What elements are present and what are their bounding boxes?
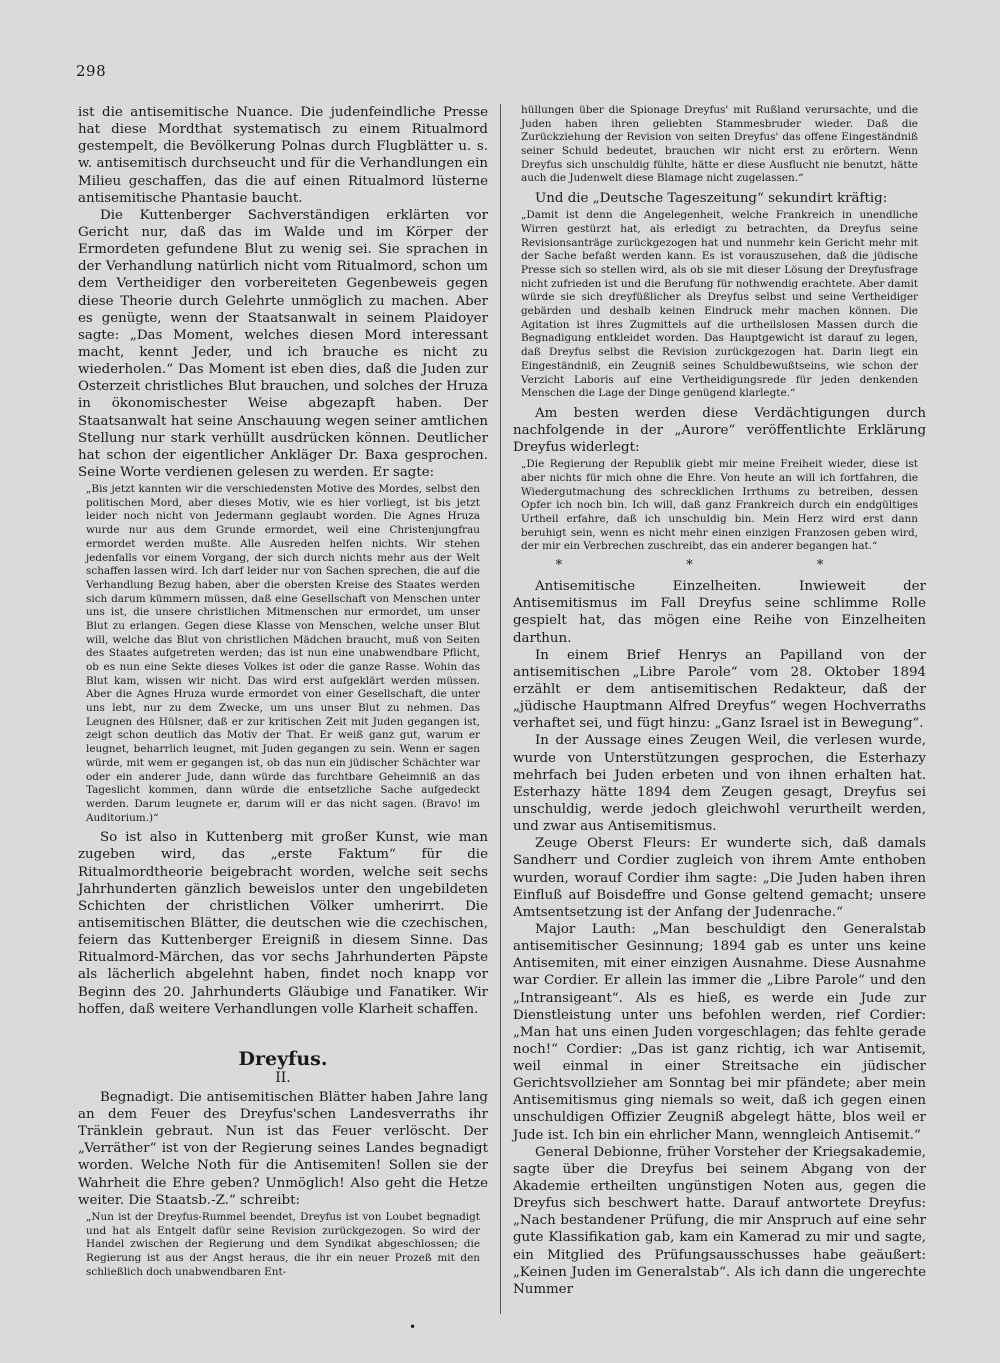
- paragraph: Am besten werden diese Verdächtigungen durch nachfolgende in der „Aurore“ veröffentlichte Erklärung Dreyfus widerlegt:: [513, 405, 926, 456]
- column-divider: [500, 104, 501, 1314]
- block-quote: „Damit ist denn die Angelegenheit, welche Frankreich in unendliche Wirren gestürzt hat, als erledigt zu betrachten, da Dreyfus seine Revisionsanträge zurückgezogen hat und nunmehr kein Gericht mehr mit der Sache befaßt werden kann. Es ist vorauszusehen, daß die jüdische Presse sich so stellen wird, als ob sie mit dieser Lösung der Dreyfusfrage nicht zufrieden ist und die Berufung für nothwendig erachtete. Aber damit würde sie sich dreyfüßlicher als Dreyfus selbst und seine Vertheidiger gebärden und deshalb keinen Eindruck mehr machen können. Die Agitation ist ihres Zugmittels auf die urtheilslosen Massen durch die Begnadigung entkleidet worden. Das Hauptgewicht ist darauf zu legen, daß Dreyfus selbst die Revision zurückgezogen hat. Darin liegt ein Eingeständniß, ein Zeugniß seines Schuldbewußtseins, wie schon der Verzicht Laboris auf eine Vertheidigungsrede für jeden denkenden Menschen die Lage der Dinge genügend klarlegte.“: [521, 209, 918, 400]
- paragraph: In einem Brief Henrys an Papilland von der antisemitischen „Libre Parole“ vom 28. Oktober 1894 erzählt er dem antisemitischen Redakteur, daß der „jüdische Hauptmann Alfred Dreyfus“ wegen Hochverraths verhaftet sei, und fügt hinzu: „Ganz Israel ist in Bewegung“.: [513, 647, 926, 732]
- paragraph: Begnadigt. Die antisemitischen Blätter haben Jahre lang an dem Feuer des Dreyfus'schen Landesverraths ihr Tränklein gebraut. Nun ist das Feuer verlöscht. Der „Verräther“ ist von der Regierung seines Landes begnadigt worden. Welche Noth für die Antisemiten! Sollen sie der Wahrheit die Ehre geben? Unmöglich! Also geht die Hetze weiter. Die Staatsb.-Z.“ schreibt:: [78, 1089, 488, 1208]
- paragraph: Und die „Deutsche Tageszeitung“ sekundirt kräftig:: [535, 191, 888, 207]
- paragraph: Zeuge Oberst Fleurs: Er wunderte sich, daß damals Sandherr und Cordier zugleich von ihrem Amte enthoben wurden, worauf Cordier ihm sagte: „Die Juden haben ihren Einfluß auf Boisdeffre und Gonse geltend gemacht; unsere Amtsentsetzung ist der Anfang der Judenrache.“: [513, 836, 926, 920]
- section-subtitle: II.: [275, 1069, 291, 1086]
- paragraph: General Debionne, früher Vorsteher der Kriegsakademie, sagte über die Dreyfus bei seinem Abgang von der Akademie ertheilten ungünstigen Noten aus, gegen die Dreyfus sich beschwert hatte. Darauf antwortete Dreyfus: „Nach bestandener Prüfung, die mir Anspruch auf eine sehr gute Klassifikation gab, kam ein Kamerad zu mir und sagte, ein Mitglied des Prüfungsausschusses habe geäußert: „Keinen Juden im Generalstab“. Als ich dann die ungerechte Nummer: [513, 1144, 926, 1297]
- block-quote: „Die Regierung der Republik giebt mir meine Freiheit wieder, diese ist aber nichts für mich ohne die Ehre. Von heute an will ich fortfahren, die Wiedergutmachung des schrecklichen Irrthums zu betreiben, dessen Opfer ich noch bin. Ich will, daß ganz Frankreich durch ein endgültiges Urtheil erfahre, daß ich unschuldig bin. Mein Herz wird erst dann beruhigt sein, wenn es nicht mehr einen einzigen Franzosen geben wird, der mir ein Verbrechen zuschreibt, das ein anderer begangen hat.“: [521, 458, 918, 553]
- paragraph: Antisemitische Einzelheiten. Inwieweit der Antisemitismus im Fall Dreyfus seine schlimme Rolle gespielt hat, das mögen eine Reihe von Einzelheiten darthun.: [513, 579, 926, 646]
- page-number: 298: [76, 62, 107, 80]
- block-quote: „Nun ist der Dreyfus-Rummel beendet, Dreyfus ist von Loubet begnadigt und hat als Entgelt dafür seine Revision zurückgezogen. So wird der Handel zwischen der Regierung und dem Syndikat abgeschlossen; die Regierung ist aus der Angst heraus, die ihr ein neuer Prozeß mit den schließlich doch unabwendbaren Ent-: [86, 1210, 480, 1278]
- paragraph: Major Lauth: „Man beschuldigt den Generalstab antisemitischer Gesinnung; 1894 gab es unter uns keine Antisemiten, mit einer einzigen Ausnahme. Diese Ausnahme war Cordier. Er allein las immer die „Libre Parole“ und den „Intransigeant“. Als es hieß, es werde ein Jude zur Dienstleistung unter uns befohlen werden, rief Cordier: „Man hat uns einen Juden vorgeschlagen; das fehlte gerade noch!“ Cordier: „Das ist ganz richtig, ich war Antisemit, weil einmal in einer Streitsache ein jüdischer Gerichtsvollzieher am Sonntag bei mir pfändete; aber mein Antisemitismus ging niemals so weit, daß ich gegen einen unschuldigen Offizier Zeugniß abgelegt hätte, blos weil er Jude ist. Ich bin ein ehrlicher Mann, wenngleich Antisemit.“: [513, 921, 926, 1143]
- paragraph: Die Kuttenberger Sachverständigen erklärten vor Gericht nur, daß das im Walde und im Körper der Ermordeten gefundene Blut zu wenig sei. Sie sprachen in der Verhandlung natürlich nicht vom Ritualmord, schon um dem Vertheidiger den vorbereiteten Gegenbeweis gegen diese Theorie durch Gelehrte unmöglich zu machen. Aber es genügte, wenn der Staatsanwalt in seinem Plaidoyer sagte: „Das Moment, welches diesen Mord interessant macht, kennt Jeder, und ich brauche es nicht zu wiederholen.“ Das Moment ist eben dies, daß die Juden zur Osterzeit christliches Blut brauchen, und solches der Hruza in ökonomischester Weise abgezapft haben. Der Staatsanwalt hat seine Anschauung wegen seiner amtlichen Stellung nur stark verhüllt ausdrücken können. Deutlicher hat schon der eigentlicher Ankläger Dr. Baxa gesprochen. Seine Worte verdienen gelesen zu werden. Er sagte:: [78, 207, 488, 480]
- paragraph: So ist also in Kuttenberg mit großer Kunst, wie man zugeben wird, das „erste Faktum“ für die Ritualmordtheorie beigebracht worden, welche seit sechs Jahrhunderten gänzlich beweislos unter den ungebildeten Schichten der christlichen Völker umherirrt. Die antisemitischen Blätter, die deutschen wie die czechischen, feiern das Kuttenberger Ereigniß in diesem Sinne. Das Ritualmord-Märchen, das vor sechs Jahrhunderten Päpste als lächerlich abgelehnt haben, findet noch knapp vor Beginn des 20. Jahrhunderts Gläubige und Fanatiker. Wir hoffen, daß weitere Verhandlungen volle Klarheit schaffen.: [78, 830, 488, 1017]
- right-column: [513, 104, 926, 1298]
- section-title: Dreyfus.: [238, 1047, 328, 1070]
- paragraph: ist die antisemitische Nuance. Die judenfeindliche Presse hat diese Mordthat systematisch zu einem Ritualmord gestempelt, die Bevölkerung Polnas durch Flugblätter u. s. w. antisemitisch durchseucht und für die Verhandlungen ein Milieu geschaffen, das die auf einen Ritualmord lüsterne antisemitische Phantasie baucht.: [78, 105, 488, 206]
- left-column: [78, 104, 488, 1283]
- star-separator: * * *: [555, 558, 884, 574]
- block-quote: hüllungen über die Spionage Dreyfus' mit Rußland verursachte, und die Juden haben ihren geliebten Stammesbruder wieder. Daß die Zurückziehung der Revision von seiten Dreyfus' das offene Eingeständniß seiner Schuld bedeutet, brauchen wir nicht erst zu erörtern. Wenn Dreyfus sich unschuldig fühlte, hätte er diese Ausflucht nie benutzt, hätte auch die Judenwelt diese Blamage nicht zugelassen.“: [521, 104, 918, 185]
- block-quote: „Bis jetzt kannten wir die verschiedensten Motive des Mordes, selbst den politischen Mord, aber dieses Motiv, wie es hier vorliegt, ist bis jetzt leider noch nicht von Jedermann geglaubt worden. Die Agnes Hruza wurde nur aus dem Grunde ermordet, weil eine Christenjungfrau ermordet werden mußte. Alle Ausreden helfen nichts. Wir stehen jedenfalls vor einem Vorgang, der sich durch nichts mehr aus der Welt schaffen lassen wird. Ich darf leider nur von Sachen sprechen, die auf die Verhandlung Bezug haben, aber die obersten Kreise des Staates werden sich darum kümmern müssen, daß eine Gesellschaft von Menschen unter uns ist, die unsere christlichen Mitmenschen nur ermordet, um unser Blut zu erlangen. Gegen diese Klasse von Menschen, welche unser Blut will, welche das Blut von christlichen Mädchen braucht, muß von Seiten des Staates aufgetreten werden; das ist nun eine unabwendbare Pflicht, ob es nun eine Sekte dieses Volkes ist oder die ganze Rasse. Wohin das Blut kam, wissen wir nicht. Das wird erst aufgeklärt werden müssen. Aber die Agnes Hruza wurde ermordet von einer Gesellschaft, die unter uns lebt, nur zu dem Zwecke, um uns unser Blut zu nehmen. Das Leugnen des Hülsner, daß er zur kritischen Zeit mit Juden gegangen ist, zeigt schon deutlich das Motiv der That. Er weiß ganz gut, warum er leugnet, beharrlich leugnet, mit Juden gegangen zu sein. Wenn er sagen würde, mit wem er gegangen ist, ob das nun ein jüdischer Schächter war oder ein anderer Jude, dann würde das furchtbare Geheimniß an das Tageslicht kommen, dann würde die entsetzliche Sache aufgedeckt werden. Darum leugnete er, darum will er das nicht sagen. (Bravo! im Auditorium.)“: [86, 483, 480, 824]
- footer-mark: •: [409, 1320, 417, 1334]
- paragraph: In der Aussage eines Zeugen Weil, die verlesen wurde, wurde von Unterstützungen gesprochen, die Esterhazy mehrfach bei Juden erbeten und von ihnen erhalten hat. Esterhazy hätte 1894 dem Zeugen gesagt, Dreyfus sei unschuldig, werde jedoch gleichwohl verurtheilt werden, und zwar aus Antisemitismus.: [513, 733, 926, 835]
